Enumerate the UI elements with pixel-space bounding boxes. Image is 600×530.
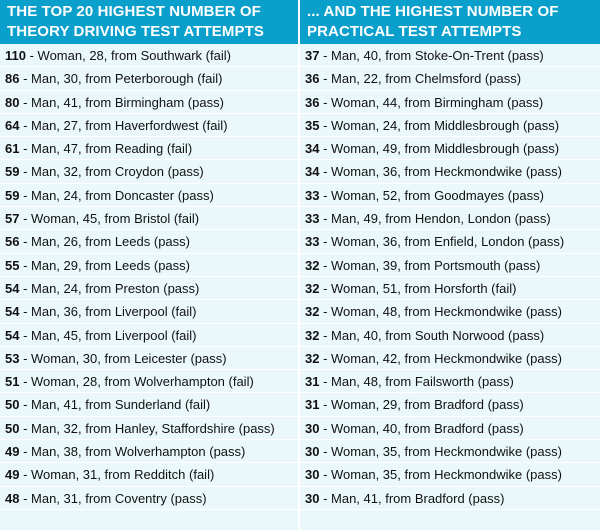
practical-person-details: - Woman, 39, from Portsmouth (pass) <box>319 257 541 273</box>
practical-row <box>300 230 600 253</box>
theory-attempt-count: 53 <box>5 350 20 366</box>
theory-list <box>0 44 298 510</box>
practical-attempt-count: 32 <box>305 350 320 366</box>
theory-person-details: - Man, 24, from Preston (pass) <box>19 280 200 296</box>
practical-person-details: - Woman, 29, from Bradford (pass) <box>319 397 524 413</box>
practical-attempt-count: 30 <box>305 444 320 460</box>
theory-attempt-count: 64 <box>5 117 20 133</box>
theory-row <box>0 463 298 486</box>
practical-attempt-count: 36 <box>305 71 320 87</box>
practical-person-details: - Man, 48, from Failsworth (pass) <box>319 374 514 390</box>
theory-row <box>0 160 298 183</box>
theory-attempt-count: 59 <box>5 164 20 180</box>
theory-person-details: - Woman, 45, from Bristol (fail) <box>19 211 200 227</box>
theory-attempt-count: 54 <box>5 280 20 296</box>
practical-person-details: - Woman, 40, from Bradford (pass) <box>319 420 524 436</box>
theory-person-details: - Man, 36, from Liverpool (fail) <box>19 304 197 320</box>
practical-row <box>300 370 600 393</box>
theory-attempt-count: 86 <box>5 71 20 87</box>
theory-attempt-count: 49 <box>5 467 20 483</box>
practical-row <box>300 417 600 440</box>
theory-person-details: - Man, 26, from Leeds (pass) <box>19 234 190 250</box>
theory-person-details: - Woman, 31, from Redditch (fail) <box>19 467 215 483</box>
theory-attempt-count: 55 <box>5 257 20 273</box>
theory-row <box>0 67 298 90</box>
theory-row <box>0 114 298 137</box>
practical-row <box>300 300 600 323</box>
practical-person-details: - Woman, 52, from Goodmayes (pass) <box>319 187 544 203</box>
practical-attempt-count: 35 <box>305 117 320 133</box>
practical-person-details: - Woman, 44, from Birmingham (pass) <box>319 94 544 110</box>
theory-header <box>0 0 298 44</box>
practical-attempt-count: 33 <box>305 234 320 250</box>
practical-row <box>300 184 600 207</box>
practical-row <box>300 277 600 300</box>
theory-row <box>0 207 298 230</box>
theory-row <box>0 370 298 393</box>
practical-attempt-count: 34 <box>305 164 320 180</box>
theory-attempt-count: 110 <box>5 48 26 63</box>
theory-attempt-count: 50 <box>5 397 20 413</box>
practical-attempt-count: 32 <box>305 304 320 320</box>
practical-row <box>300 393 600 416</box>
theory-attempt-count: 56 <box>5 234 20 250</box>
practical-attempt-count: 31 <box>305 374 320 390</box>
practical-person-details: - Man, 40, from South Norwood (pass) <box>319 327 545 343</box>
theory-person-details: - Man, 41, from Sunderland (fail) <box>19 397 211 413</box>
practical-attempt-count: 30 <box>305 467 320 483</box>
theory-attempt-count: 49 <box>5 444 20 460</box>
theory-person-details: - Man, 27, from Haverfordwest (fail) <box>19 117 228 133</box>
practical-attempt-count: 30 <box>305 490 320 506</box>
practical-row <box>300 463 600 486</box>
practical-person-details: - Woman, 36, from Enfield, London (pass) <box>319 234 565 250</box>
theory-row <box>0 324 298 347</box>
theory-person-details: - Woman, 28, from Southwark (fail) <box>25 48 231 63</box>
theory-row <box>0 487 298 510</box>
practical-person-details: - Man, 22, from Chelmsford (pass) <box>319 71 522 87</box>
theory-person-details: - Man, 41, from Birmingham (pass) <box>19 94 224 110</box>
theory-heading-line1: THE TOP 20 HIGHEST NUMBER OF <box>7 3 261 20</box>
practical-row <box>300 440 600 463</box>
theory-row <box>0 277 298 300</box>
theory-person-details: - Man, 47, from Reading (fail) <box>19 141 193 157</box>
practical-person-details: - Woman, 42, from Heckmondwike (pass) <box>319 350 562 366</box>
practical-person-details: - Man, 49, from Hendon, London (pass) <box>319 211 551 227</box>
theory-attempt-count: 54 <box>5 304 20 320</box>
practical-row <box>300 207 600 230</box>
theory-person-details: - Man, 30, from Peterborough (fail) <box>19 71 223 87</box>
practical-person-details: - Woman, 49, from Middlesbrough (pass) <box>319 141 560 157</box>
practical-row <box>300 114 600 137</box>
practical-row <box>300 324 600 347</box>
practical-heading-line1: ... AND THE HIGHEST NUMBER OF <box>307 3 559 20</box>
theory-row <box>0 393 298 416</box>
practical-person-details: - Woman, 48, from Heckmondwike (pass) <box>319 304 562 320</box>
practical-person-details: - Woman, 35, from Heckmondwike (pass) <box>319 467 562 483</box>
theory-person-details: - Man, 29, from Leeds (pass) <box>19 257 190 273</box>
theory-row <box>0 347 298 370</box>
practical-row <box>300 44 600 67</box>
theory-person-details: - Man, 31, from Coventry (pass) <box>19 490 207 506</box>
theory-row <box>0 137 298 160</box>
practical-attempt-count: 32 <box>305 327 320 343</box>
theory-attempt-count: 61 <box>5 141 20 157</box>
practical-row <box>300 254 600 277</box>
theory-attempt-count: 80 <box>5 94 20 110</box>
theory-attempt-count: 51 <box>5 374 20 390</box>
theory-row <box>0 230 298 253</box>
practical-row <box>300 91 600 114</box>
practical-attempt-count: 31 <box>305 397 320 413</box>
practical-attempt-count: 37 <box>305 48 320 63</box>
theory-attempt-count: 48 <box>5 490 20 506</box>
theory-person-details: - Man, 45, from Liverpool (fail) <box>19 327 197 343</box>
practical-row <box>300 160 600 183</box>
theory-attempt-count: 57 <box>5 211 20 227</box>
practical-row <box>300 137 600 160</box>
practical-person-details: - Woman, 51, from Horsforth (fail) <box>319 280 517 296</box>
theory-row <box>0 254 298 277</box>
theory-person-details: - Man, 32, from Croydon (pass) <box>19 164 204 180</box>
theory-row <box>0 417 298 440</box>
practical-person-details: - Woman, 36, from Heckmondwike (pass) <box>319 164 562 180</box>
theory-row <box>0 184 298 207</box>
practical-person-details: - Man, 41, from Bradford (pass) <box>319 490 505 506</box>
theory-row <box>0 300 298 323</box>
practical-column <box>300 0 600 530</box>
practical-person-details: - Woman, 24, from Middlesbrough (pass) <box>319 117 560 133</box>
theory-person-details: - Woman, 30, from Leicester (pass) <box>19 350 227 366</box>
practical-attempt-count: 32 <box>305 280 320 296</box>
theory-person-details: - Woman, 28, from Wolverhampton (fail) <box>19 374 254 390</box>
practical-attempt-count: 33 <box>305 187 320 203</box>
theory-row <box>0 44 298 67</box>
practical-heading-line2: PRACTICAL TEST ATTEMPTS <box>307 23 522 40</box>
practical-row <box>300 347 600 370</box>
practical-row <box>300 67 600 90</box>
theory-person-details: - Man, 38, from Wolverhampton (pass) <box>19 444 246 460</box>
theory-attempt-count: 59 <box>5 187 20 203</box>
theory-attempt-count: 54 <box>5 327 20 343</box>
practical-header <box>300 0 600 44</box>
practical-attempt-count: 34 <box>305 141 320 157</box>
practical-person-details: - Man, 40, from Stoke-On-Trent (pass) <box>319 48 544 63</box>
theory-row <box>0 91 298 114</box>
practical-attempt-count: 36 <box>305 94 320 110</box>
practical-list <box>300 44 600 510</box>
practical-row <box>300 487 600 510</box>
theory-attempt-count: 50 <box>5 420 20 436</box>
practical-attempt-count: 33 <box>305 211 320 227</box>
practical-attempt-count: 32 <box>305 257 320 273</box>
theory-heading-line2: THEORY DRIVING TEST ATTEMPTS <box>7 23 264 40</box>
practical-person-details: - Woman, 35, from Heckmondwike (pass) <box>319 444 562 460</box>
theory-person-details: - Man, 24, from Doncaster (pass) <box>19 187 214 203</box>
theory-row <box>0 440 298 463</box>
practical-attempt-count: 30 <box>305 420 320 436</box>
theory-person-details: - Man, 32, from Hanley, Staffordshire (pass) <box>19 420 275 436</box>
